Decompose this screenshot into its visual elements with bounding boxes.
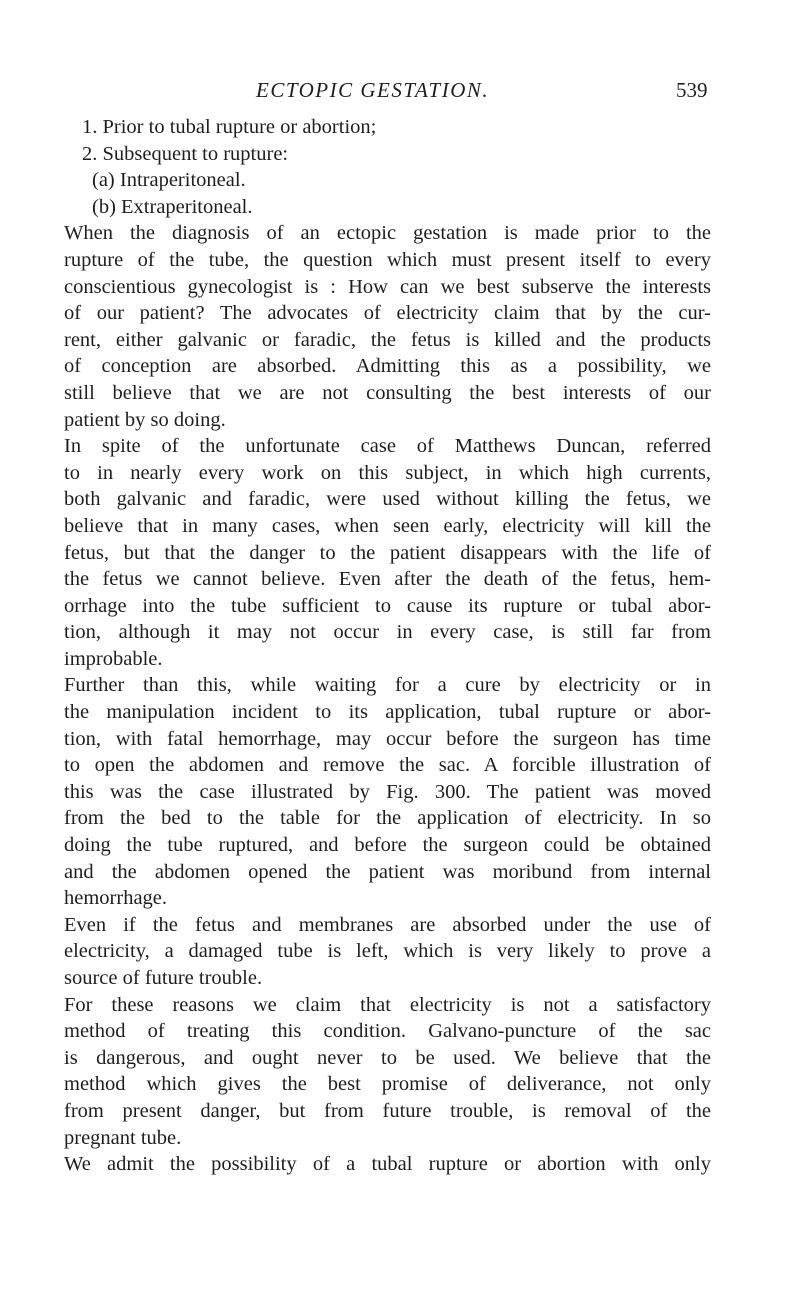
text-line: orrhage into the tube sufficient to cause its rupture or tubal abor- [64, 594, 711, 617]
text-line: method of treating this condition. Galvano-puncture of the sac [64, 1020, 711, 1043]
text-line: (b) Extraperitoneal. [92, 195, 253, 218]
body-text [64, 114, 711, 1178]
text-line: is dangerous, and ought never to be used. We believe that the [64, 1046, 711, 1069]
text-line: fetus, but that the danger to the patient disappears with the life of [64, 541, 711, 564]
text-line: conscientious gynecologist is : How can we best subserve the interests [64, 275, 711, 298]
text-line: In spite of the unfortunate case of Matthews Duncan, referred [64, 435, 711, 458]
text-line: 1. Prior to tubal rupture or abortion; [82, 116, 377, 138]
text-line: patient by so doing. [64, 408, 226, 431]
text-line: rupture of the tube, the question which must present itself to every [64, 248, 711, 271]
text-line: When the diagnosis of an ectopic gestation is made prior to the [64, 222, 711, 245]
text-line: from present danger, but from future trouble, is removal of the [64, 1099, 711, 1122]
text-line: rent, either galvanic or faradic, the fetus is killed and the products [64, 328, 711, 351]
text-line: believe that in many cases, when seen early, electricity will kill the [64, 514, 711, 537]
text-line: from the bed to the table for the application of electricity. In so [64, 807, 711, 830]
text-line: (a) Intraperitoneal. [92, 169, 246, 192]
text-line: Even if the fetus and membranes are absorbed under the use of [64, 913, 711, 936]
text-line: hemorrhage. [64, 887, 168, 910]
text-line: source of future trouble. [64, 967, 263, 989]
text-line: to in nearly every work on this subject, in which high currents, [64, 461, 711, 484]
text-line: of conception are absorbed. Admitting this as a possibility, we [64, 355, 711, 378]
text-line: improbable. [64, 647, 163, 670]
page-number: 539 [676, 78, 708, 102]
text-line: both galvanic and faradic, were used without killing the fetus, we [64, 488, 711, 511]
text-line: and the abdomen opened the patient was moribund from internal [64, 860, 711, 883]
text-line: still believe that we are not consulting the best interests of our [64, 381, 711, 404]
text-line: of our patient? The advocates of electricity claim that by the cur- [64, 302, 711, 325]
text-line: the manipulation incident to its application, tubal rupture or abor- [64, 701, 711, 724]
text-line: 2. Subsequent to rupture: [82, 142, 289, 165]
text-line: tion, with fatal hemorrhage, may occur before the surgeon has time [64, 727, 711, 750]
running-head [0, 78, 800, 108]
text-line: We admit the possibility of a tubal rupture or abortion with only [64, 1153, 711, 1176]
running-title: ECTOPIC GESTATION. [256, 78, 490, 102]
text-line: electricity, a damaged tube is left, which is very likely to prove a [64, 940, 711, 963]
text-line: tion, although it may not occur in every case, is still far from [64, 621, 711, 644]
text-line: Further than this, while waiting for a cure by electricity or in [64, 674, 711, 697]
text-line: method which gives the best promise of deliverance, not only [64, 1073, 711, 1096]
text-line: the fetus we cannot believe. Even after the death of the fetus, hem- [64, 568, 711, 591]
text-line: this was the case illustrated by Fig. 300. The patient was moved [64, 780, 711, 803]
text-line: doing the tube ruptured, and before the surgeon could be obtained [64, 834, 711, 857]
text-line: pregnant tube. [64, 1126, 182, 1149]
text-line: to open the abdomen and remove the sac. A forcible illustration of [64, 754, 711, 777]
text-line: For these reasons we claim that electricity is not a satisfactory [64, 993, 711, 1016]
